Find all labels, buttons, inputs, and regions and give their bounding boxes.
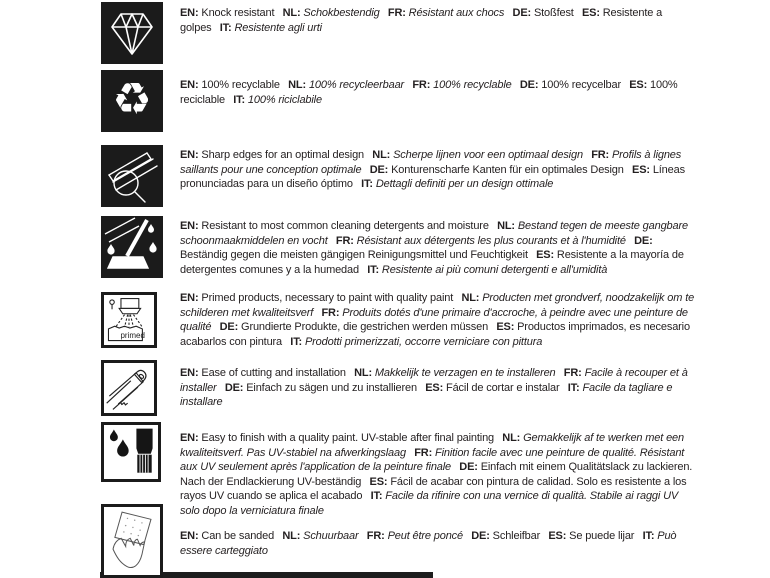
lang-code: ES:: [581, 7, 600, 19]
feature-text: Produits dotés d'une primaire d'accroche, à peindre avec une peinture de qualité: [180, 306, 688, 334]
lang-code: NL:: [502, 432, 521, 444]
feature-row-text: [180, 529, 698, 558]
feature-text: Facile da tagliare e installare: [180, 381, 673, 409]
lang-code: ES:: [425, 381, 444, 394]
lang-code: ES:: [632, 163, 650, 176]
feature-row: [101, 360, 688, 416]
feature-text: Facile da rifinire con una vernice di qualità. Stabile ai raggi UV solo dopo la verniciatura finale: [180, 490, 679, 517]
feature-text: Schuurbaar: [303, 530, 359, 542]
feature-text: Producten met grondverf, noodzakelijk om te schilderen met kwaliteitsverf: [180, 292, 695, 319]
feature-text: Stoßfest: [533, 7, 574, 19]
paint-brush-icon: [101, 422, 161, 482]
feature-text: Resistente ai più comuni detergenti e all'umidità: [381, 263, 608, 276]
feature-row: [101, 216, 688, 278]
feature-text: Primed products, necessary to paint with quality paint: [201, 292, 454, 304]
feature-row-text: [180, 219, 698, 277]
feature-row-text: [180, 78, 698, 107]
feature-row: [101, 2, 663, 64]
feature-text: Se puede lijar: [569, 530, 635, 542]
recycle-icon: [101, 70, 163, 132]
feature-text: Knock resistant: [201, 7, 275, 19]
lang-code: EN:: [180, 432, 199, 444]
feature-text: Beständig gegen die meisten gängigen Reinigungsmittel und Feuchtigkeit: [180, 249, 528, 262]
feature-text: Resistant to most common cleaning detergents and moisture: [201, 220, 489, 232]
feature-text: Schleifbar: [492, 530, 541, 542]
feature-text: Profils à lignes saillants pour une conception optimale: [180, 149, 682, 176]
feature-text: Konturenscharfe Kanten für ein optimales Design: [391, 163, 624, 176]
feature-text: Resistente agli urti: [234, 21, 322, 34]
feature-row-text: [180, 6, 698, 35]
lang-code: NL:: [372, 149, 391, 161]
lang-code: DE:: [219, 321, 239, 334]
mop-icon: [101, 216, 163, 278]
feature-row: [101, 145, 685, 207]
lang-code: DE:: [459, 461, 478, 474]
lang-code: FR:: [414, 446, 433, 459]
feature-text: 100% recycleerbaar: [308, 79, 405, 91]
lang-code: ES:: [548, 530, 567, 542]
feature-text: Résistant aux chocs: [408, 7, 505, 19]
lang-code: EN:: [180, 79, 199, 91]
feature-text: Sharp edges for an optimal design: [201, 149, 365, 161]
lang-code: IT:: [567, 381, 580, 394]
feature-row-text: [180, 431, 698, 519]
lang-code: IT:: [233, 93, 246, 106]
lang-code: FR:: [412, 79, 431, 91]
feature-text: 100% recyclable: [433, 79, 512, 91]
feature-text: 100% riciclabile: [247, 93, 322, 106]
feature-text: Gemakkelijk af te werken met een kwaliteitsverf. Pas UV-stabiel na afwerkingslaag: [180, 432, 684, 459]
lang-code: IT:: [370, 490, 383, 503]
lang-code: IT:: [290, 335, 303, 348]
feature-text: 100% recycelbar: [541, 79, 621, 91]
lang-code: NL:: [497, 220, 515, 232]
feature-text: Einfach mit einem Qualitätslack zu lackieren. Nach der Endlackierung UV-beständig: [180, 461, 693, 488]
feature-text: Bestand tegen de meeste gangbare schoonmaakmiddelen en vocht: [180, 220, 688, 247]
lang-code: IT:: [361, 178, 373, 191]
feature-text: Einfach zu sägen und zu installieren: [246, 381, 417, 394]
lang-code: EN:: [180, 7, 199, 19]
feature-text: Ease of cutting and installation: [201, 367, 346, 379]
lang-code: FR:: [387, 7, 406, 19]
feature-row: [101, 422, 693, 517]
lang-code: NL:: [461, 292, 480, 304]
feature-text: Can be sanded: [201, 530, 275, 542]
lang-code: NL:: [288, 79, 307, 91]
feature-text: Dettagli definiti per un design ottimale: [375, 178, 554, 191]
lang-code: ES:: [369, 475, 388, 488]
feature-text: Scherpe lijnen voor een optimaal design: [393, 149, 583, 161]
feature-text: Grundierte Produkte, die gestrichen werden müssen: [241, 321, 489, 334]
feature-text: Peut être poncé: [387, 530, 463, 542]
lang-code: ES:: [536, 249, 555, 262]
lang-code: EN:: [180, 367, 199, 379]
lang-code: IT:: [367, 263, 380, 276]
diamond-icon: [101, 2, 163, 64]
primed-label: primed: [120, 331, 145, 340]
lang-code: NL:: [282, 530, 301, 542]
feature-text: Finition facile avec une peinture de qualité. Résistant aux UV seulement après l'application de la peinture finale: [180, 446, 685, 474]
sanding-icon: [101, 504, 163, 578]
lang-code: FR:: [321, 306, 340, 319]
lang-code: DE:: [634, 234, 653, 247]
lang-code: EN:: [180, 292, 199, 304]
feature-text: Può essere carteggiato: [180, 530, 677, 557]
recycle-glyph: ♻: [112, 75, 152, 124]
feature-text: 100% recyclable: [201, 79, 280, 91]
feature-text: Resistente a golpes: [180, 7, 663, 34]
feature-text: Schokbestendig: [303, 7, 380, 19]
feature-text: Prodotti primerizzati, occorre verniciare con pittura: [304, 335, 543, 348]
lang-code: EN:: [180, 220, 199, 232]
feature-row: [101, 292, 695, 348]
lang-code: IT:: [642, 530, 655, 542]
feature-text: Resistente a la mayoría de detergentes comunes y a la humedad: [180, 249, 684, 276]
feature-text: Fácil de acabar con pintura de calidad. Solo es resistente a los rayos UV cuando se aplica el acabado: [180, 475, 687, 503]
feature-text: Productos imprimados, es necesario acabarlos con pintura: [180, 321, 690, 348]
lang-code: DE:: [369, 163, 389, 176]
feature-text: 100% reciclable: [180, 79, 678, 106]
lang-code: DE:: [224, 381, 244, 394]
feature-text: Líneas pronunciadas para un diseño óptimo: [180, 163, 685, 191]
saw-icon: [101, 360, 157, 416]
lang-code: EN:: [180, 530, 199, 542]
lang-code: DE:: [471, 530, 490, 542]
primer-spray-icon: [101, 292, 157, 348]
feature-text: Easy to finish with a quality paint. UV-stable after final painting: [201, 432, 495, 444]
feature-text: Makkelijk te verzagen en te installeren: [374, 367, 556, 379]
lang-code: FR:: [366, 530, 385, 542]
feature-row: [101, 504, 677, 578]
lang-code: EN:: [180, 149, 199, 161]
lang-code: IT:: [219, 21, 232, 34]
feature-row-text: [180, 366, 698, 410]
feature-row-text: [180, 291, 698, 349]
lang-code: NL:: [282, 7, 301, 19]
feature-row-text: [180, 148, 698, 192]
lang-code: FR:: [591, 149, 610, 161]
feature-text: Fácil de cortar e instalar: [446, 381, 560, 394]
lang-code: DE:: [512, 7, 532, 19]
lang-code: DE:: [519, 79, 539, 91]
sharp-edges-icon: [101, 145, 163, 207]
feature-text: Résistant aux détergents les plus courants et à l'humidité: [356, 234, 626, 247]
lang-code: ES:: [496, 321, 515, 334]
feature-row: [101, 70, 678, 132]
lang-code: FR:: [563, 367, 582, 379]
lang-code: FR:: [335, 234, 354, 247]
lang-code: NL:: [354, 367, 372, 379]
feature-text: Facile à recouper et à installer: [180, 367, 688, 394]
lang-code: ES:: [629, 79, 648, 91]
